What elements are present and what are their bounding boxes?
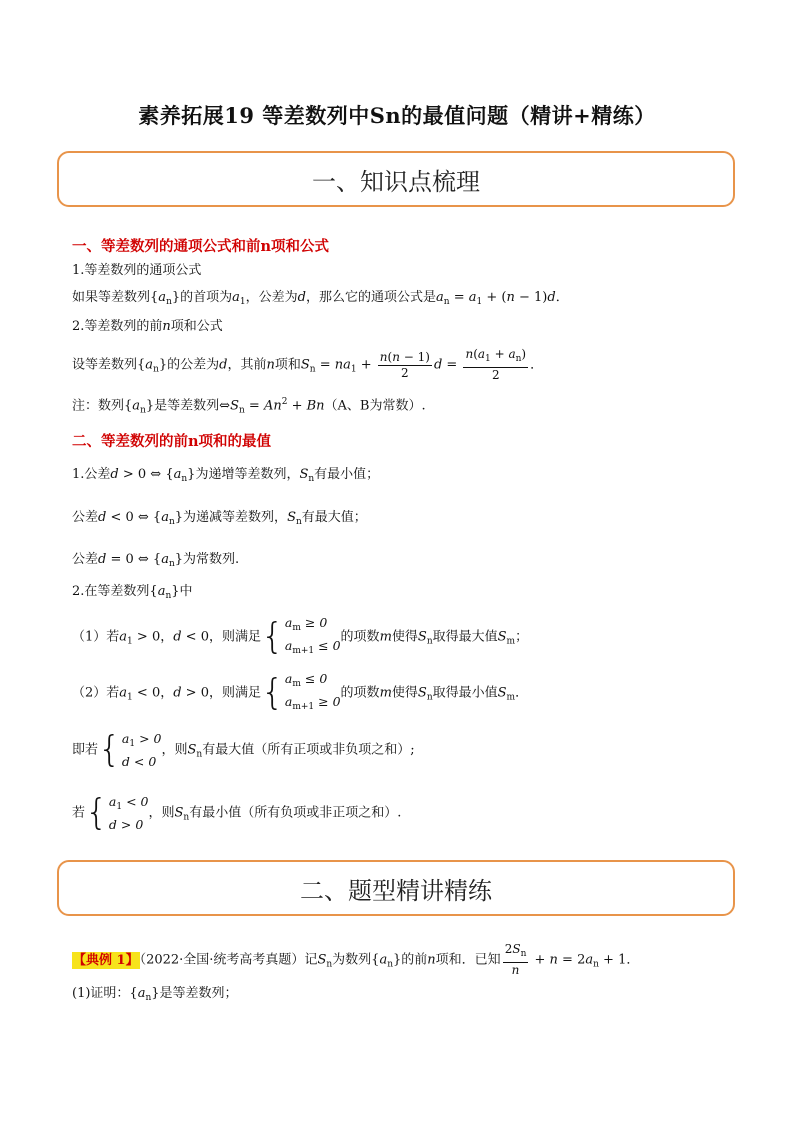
page-title: 素养拓展19 等差数列中Sn的最值问题（精讲+精练）	[138, 103, 656, 128]
case-2: （2）若$a_1 < 0$，d > 0，则满足{$a_m \le 0$ $a_{m+1} \ge 0$的项数m使得$S_n$取得最小值$S_m$．	[72, 671, 529, 713]
extremum-line-2: 公差d < 0 ⇔ $\{a_n\}$为递减等差数列，$S_n$有最大值；	[72, 510, 367, 527]
formula-line-3: 2.等差数列的前n项和公式	[72, 319, 223, 334]
formula-line-2: 如果等差数列$\{a_n\}$的首项为$a_1$，公差为d，那么它的通项公式是$a_n = a_1 + (n - 1)d$．	[72, 290, 569, 307]
section-banner-knowledge: 一、知识点梳理	[57, 151, 735, 207]
example-question-1: (1)证明：$\{a_n\}$是等差数列；	[72, 986, 238, 1003]
formula-line-4: 设等差数列$\{a_n\}$的公差为d，其前n项和$S_n = na_1$ + $\frac{n(n - 1)}{2}$ d = $\frac{n(a_1 + a_n)}{2}$ ．	[72, 347, 544, 382]
heading-formulas: 一、等差数列的通项公式和前n项和公式	[72, 238, 330, 255]
section-banner-examples: 二、题型精讲精练	[57, 860, 735, 916]
example-label: 【典例 1】	[73, 952, 139, 968]
heading-extremum: 二、等差数列的前n项和的最值	[72, 433, 272, 450]
extremum-line-4: 2.在等差数列$\{a_n\}$中	[72, 584, 193, 601]
formula-line-1: 1.等差数列的通项公式	[72, 263, 202, 278]
case-1: （1）若$a_1 > 0$，d < 0，则满足{$a_m \ge 0$ $a_{m+1} \le 0$的项数m使得$S_n$取得最大值$S_m$；	[72, 615, 529, 657]
conclusion-min: 若{$a_1 < 0$ d > 0，则$S_n$有最小值（所有负项或非正项之和）.	[72, 792, 402, 833]
conclusion-max: 即若{$a_1 > 0$ d < 0，则$S_n$有最大值（所有正项或非负项之和）;	[72, 729, 415, 770]
example-1: 【典例 1】（2022·全国·统考高考真题）记$S_n$为数列$\{a_n\}$的前n项和．已知 $\frac{2S_n}{n}$ + $n = 2a_n + 1$．	[73, 942, 640, 977]
extremum-line-3: 公差d = 0 ⇔ $\{a_n\}$为常数列.	[72, 552, 240, 569]
extremum-line-1: 1.公差d > 0 ⇔ $\{a_n\}$为递增等差数列，$S_n$有最小值；	[72, 467, 380, 484]
formula-note: 注：数列$\{a_n\}$是等差数列$\Leftrightarrow S_n = An^2 + Bn(A$、B为常数）.	[72, 397, 426, 416]
